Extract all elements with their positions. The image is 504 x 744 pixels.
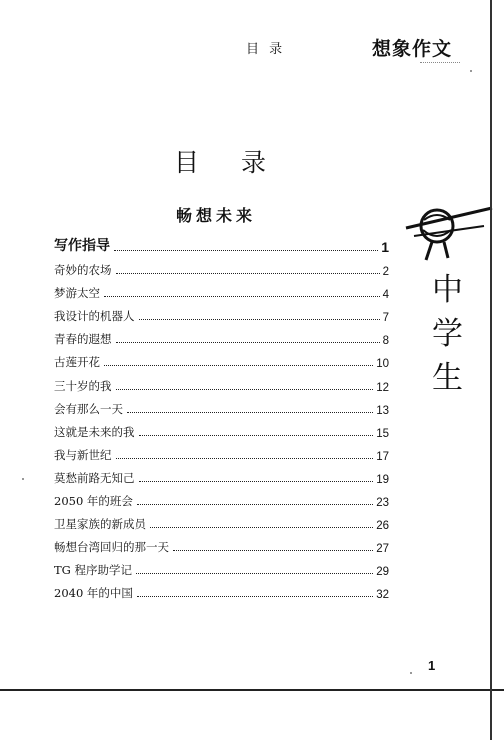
toc-heading-row [54, 229, 389, 255]
toc-entry [54, 370, 389, 393]
toc-entry [54, 278, 389, 301]
scan-speck [470, 70, 472, 72]
toc-entry-page: 12 [376, 381, 389, 394]
table-of-contents [54, 229, 389, 601]
toc-entry-title: 梦游太空 [54, 286, 100, 301]
side-char-1: 中 [432, 272, 463, 308]
toc-entry-page: 7 [382, 312, 389, 325]
toc-leader-dots [139, 481, 374, 482]
bottom-rule [0, 689, 504, 691]
side-emblem-text [432, 268, 463, 400]
toc-entry-title: 古莲开花 [54, 355, 100, 370]
toc-entry-title: 莫愁前路无知己 [54, 470, 135, 485]
toc-entry [54, 486, 389, 509]
toc-entry-page: 27 [376, 543, 389, 556]
page-title-char-2: 录 [241, 148, 267, 177]
toc-entry-page: 13 [376, 404, 389, 417]
toc-entry [54, 255, 389, 278]
toc-entry-title: 我与新世纪 [54, 447, 112, 462]
toc-entry [54, 532, 389, 555]
toc-leader-dots [116, 342, 380, 343]
toc-entry-title: TG 程序助学记 [54, 563, 133, 578]
toc-entry-page: 10 [376, 358, 389, 371]
book-series-title: 想象作文 [372, 38, 453, 60]
toc-entry [54, 578, 389, 601]
toc-entry-title: 畅想台湾回归的那一天 [54, 540, 169, 555]
toc-leader-dots [137, 596, 373, 597]
toc-entry-page: 15 [376, 427, 389, 440]
toc-entry [54, 463, 389, 486]
toc-entry-title: 2040 年的中国 [54, 586, 133, 601]
toc-leader-dots [136, 573, 373, 574]
toc-leader-dots [104, 365, 373, 366]
toc-entry-title: 这就是未来的我 [54, 424, 135, 439]
scan-speck [22, 478, 24, 480]
toc-leader-dots [137, 504, 373, 505]
toc-leader-dots [127, 412, 373, 413]
toc-entry [54, 509, 389, 532]
toc-entry-title: 2050 年的班会 [54, 494, 133, 509]
toc-leader-dots [139, 435, 374, 436]
toc-entry [54, 555, 389, 578]
toc-leader-dots [173, 550, 373, 551]
toc-leader-dots [104, 296, 380, 297]
toc-leader-dots [114, 250, 378, 251]
toc-entry [54, 417, 389, 440]
side-char-2: 学 [432, 316, 463, 352]
page-title-char-1: 目 [174, 148, 200, 177]
toc-entry-title: 三十岁的我 [54, 378, 112, 393]
page-title [174, 143, 266, 179]
toc-leader-dots [139, 319, 380, 320]
toc-entry-page: 2 [382, 266, 389, 279]
toc-entry-page: 17 [376, 450, 389, 463]
toc-entry-page: 26 [376, 520, 389, 533]
toc-entry [54, 394, 389, 417]
toc-entry-page: 32 [376, 589, 389, 602]
section-title: 畅想未来 [176, 206, 257, 225]
toc-entry [54, 347, 389, 370]
running-header: 目 录 [246, 42, 286, 57]
page-edge [490, 0, 492, 740]
toc-entry [54, 301, 389, 324]
toc-entry-title: 写作指导 [54, 238, 110, 254]
toc-leader-dots [150, 527, 373, 528]
toc-entry-page: 4 [382, 289, 389, 302]
toc-entry [54, 440, 389, 463]
toc-leader-dots [116, 458, 374, 459]
side-char-3: 生 [432, 360, 463, 396]
toc-entry-title: 我设计的机器人 [54, 309, 135, 324]
page-number: 1 [428, 658, 436, 673]
toc-entry-title: 卫星家族的新成员 [54, 517, 146, 532]
toc-leader-dots [116, 273, 380, 274]
toc-leader-dots [116, 389, 374, 390]
toc-entry-title: 青春的遐想 [54, 332, 112, 347]
toc-entry-title: 奇妙的农场 [54, 263, 112, 278]
toc-entry-page: 19 [376, 473, 389, 486]
scan-speck [410, 672, 412, 674]
header-dotted-rule [420, 62, 460, 63]
toc-entry-page: 23 [376, 497, 389, 510]
toc-entry-page: 8 [382, 335, 389, 348]
toc-entry-page: 29 [376, 566, 389, 579]
toc-entry [54, 324, 389, 347]
toc-entry-page: 1 [381, 239, 389, 255]
toc-entry-title: 会有那么一天 [54, 401, 123, 416]
